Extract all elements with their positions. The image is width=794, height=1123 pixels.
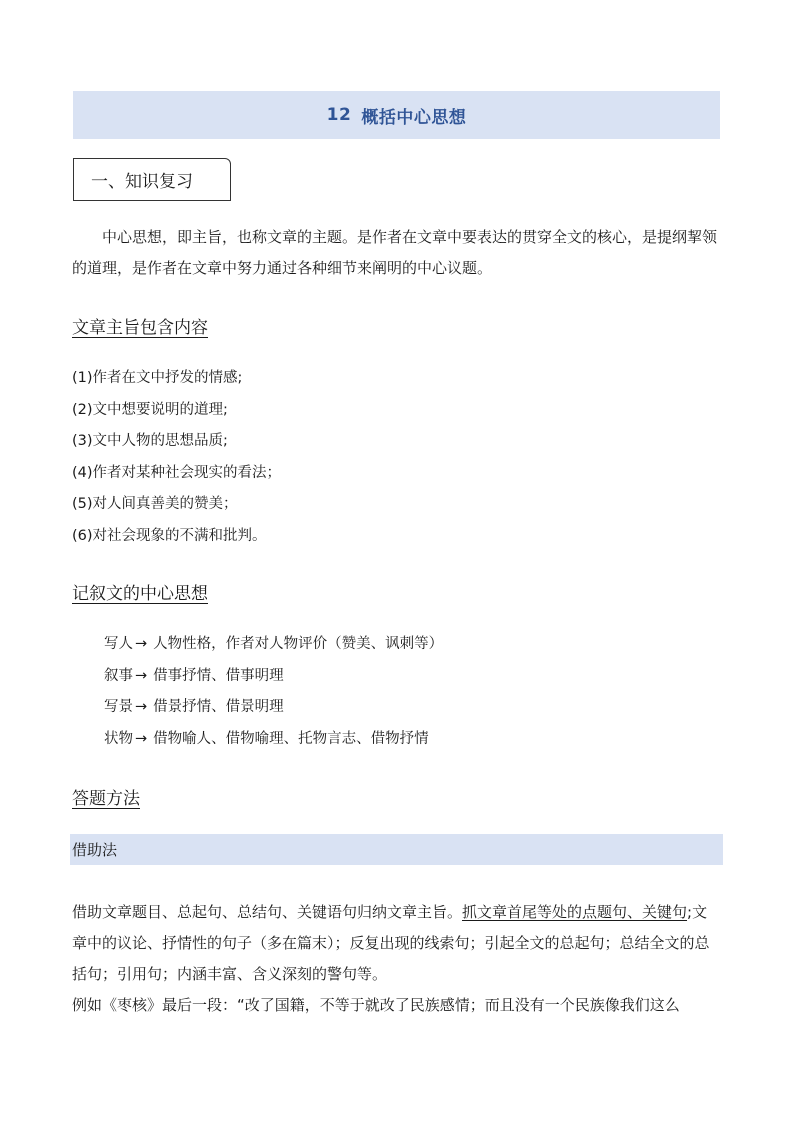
list-item: (3)文中人物的思想品质;: [72, 433, 228, 449]
narrative-desc: 借事抒情、借事明理: [153, 667, 284, 684]
narrative-type: 叙事: [104, 667, 133, 684]
title-text: 概括中心思想: [361, 107, 467, 128]
intro-paragraph: 中心思想，即主旨，也称文章的主题。是作者在文章中要表达的贯穿全文的核心，是提纲挈领的道理，是作者在文章中努力通过各种细节来阐明的中心议题。: [72, 228, 718, 277]
method-text-underlined: 抓文章首尾等处的点题句、关键句: [462, 903, 688, 921]
arrow-icon: →: [135, 730, 148, 747]
narrative-row: [104, 692, 443, 724]
narrative-desc: 借景抒情、借景明理: [153, 699, 284, 715]
content-list: [72, 363, 281, 552]
narrative-row: [104, 661, 443, 693]
method-band: [70, 834, 723, 865]
narrative-desc: 借物喻人、借物喻理、托物言志、借物抒情: [153, 730, 429, 747]
section-heading-label: 一、知识复习: [91, 172, 193, 192]
arrow-icon: →: [135, 699, 148, 715]
list-item: (4)作者对某种社会现实的看法；: [72, 464, 282, 481]
arrow-icon: →: [135, 667, 148, 684]
list-item: (1)作者在文中抒发的情感;: [72, 370, 243, 386]
narrative-row: [104, 724, 443, 756]
page-title: [73, 91, 720, 139]
method-paragraph: [72, 897, 722, 990]
title-number: 12: [326, 105, 352, 125]
method-text-after: ;文章中的议论、抒情性的句子（多在篇末）；反复出现的线索句；引起全文的总起句；总结全文的总括句；引用句；内涵丰富、含义深刻的警句等。: [72, 903, 710, 983]
method-text-before: 借助文章题目、总起句、总结句、关键语句归纳文章主旨。: [72, 903, 463, 921]
narrative-type: 写景: [104, 699, 133, 715]
narrative-type: 状物: [104, 730, 133, 747]
heading-narrative: 记叙文的中心思想: [72, 584, 208, 604]
heading-method: 答题方法: [72, 789, 140, 809]
heading-content: 文章主旨包含内容: [72, 318, 208, 338]
section-heading-box: [73, 158, 231, 201]
narrative-type: 写人: [104, 636, 133, 652]
list-item: (6)对社会现象的不满和批判。: [72, 527, 267, 544]
list-item: (2)文中想要说明的道理;: [72, 401, 228, 418]
example-line: 例如《枣核》最后一段：“改了国籍，不等于就改了民族感情；而且没有一个民族像我们这么: [72, 996, 680, 1014]
list-item: (5)对人间真善美的赞美；: [72, 496, 238, 512]
narrative-desc: 人物性格，作者对人物评价（赞美、讽刺等）: [153, 636, 444, 652]
method-band-label: 借助法: [72, 841, 118, 859]
narrative-list: [104, 629, 443, 755]
arrow-icon: →: [135, 636, 148, 652]
narrative-row: [104, 629, 443, 661]
